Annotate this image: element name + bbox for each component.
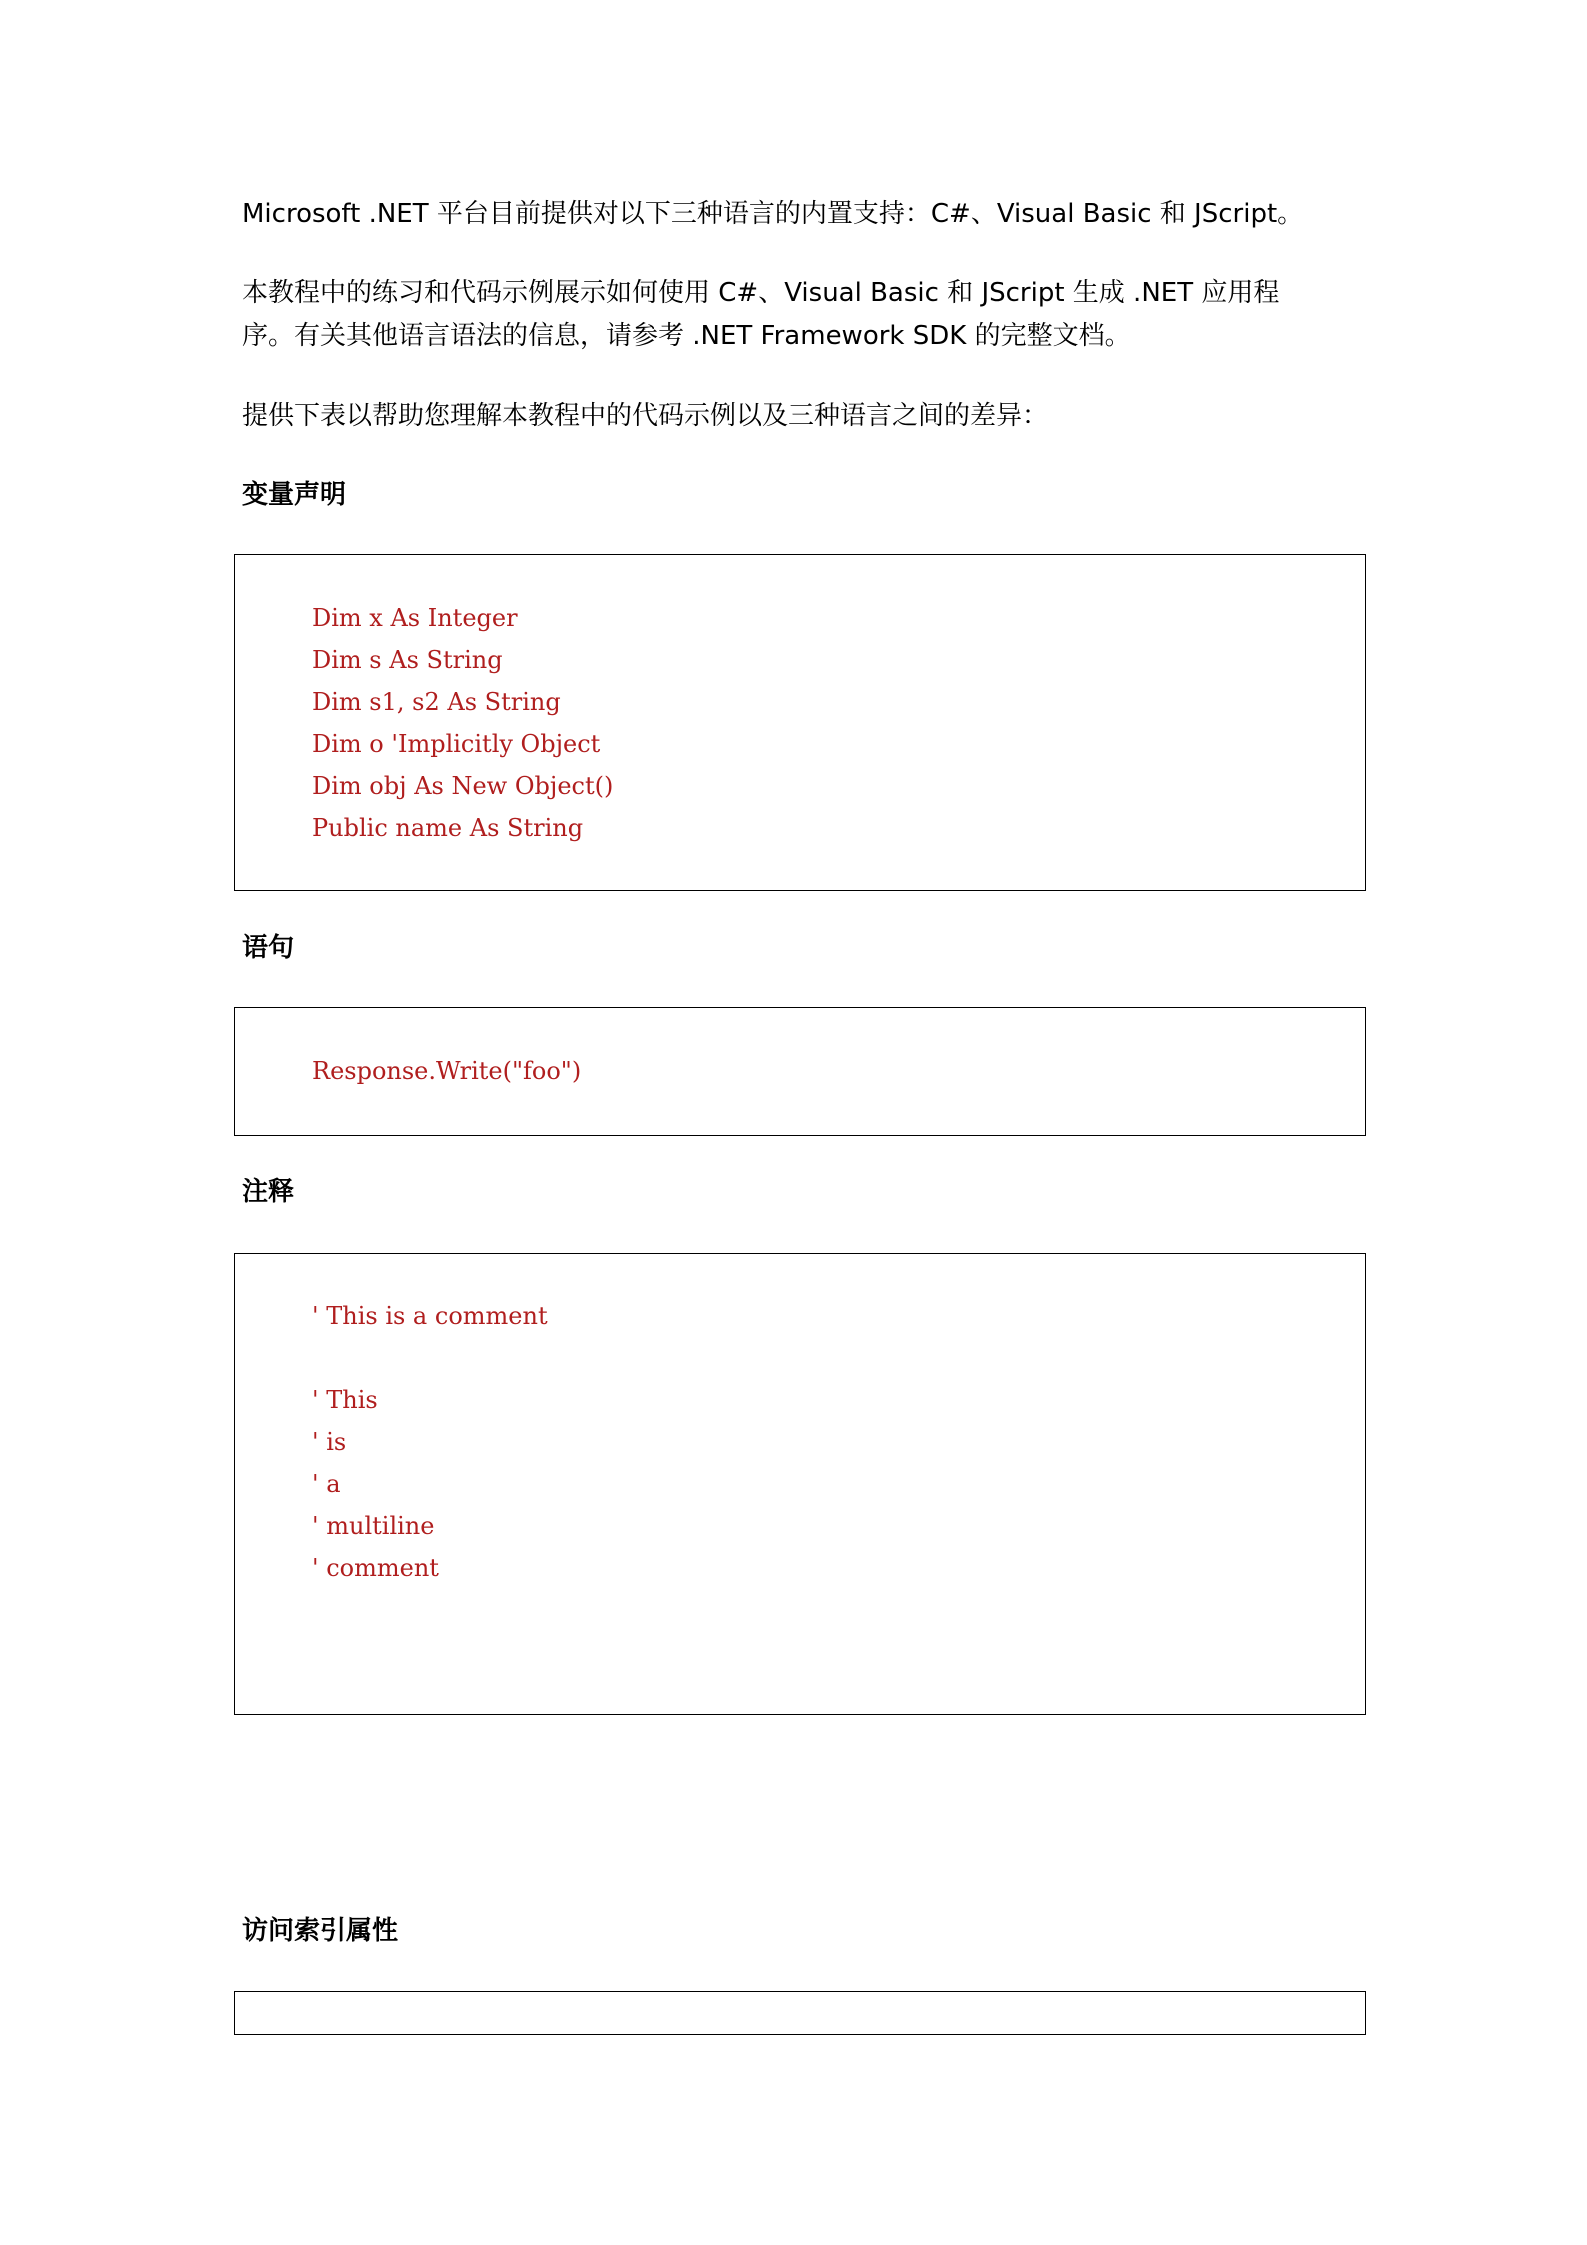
tutorial-paragraph-line1: 本教程中的练习和代码示例展示如何使用 C#、Visual Basic 和 JScript 生成 .NET 应用程 <box>242 278 1280 308</box>
code-line: Dim obj As New Object() <box>312 772 614 800</box>
code-line: ' is <box>312 1428 347 1456</box>
code-line: Dim s As String <box>312 646 503 674</box>
code-line: Response.Write("foo") <box>312 1057 582 1085</box>
code-line: ' comment <box>312 1554 439 1582</box>
code-line: Dim o 'Implicitly Object <box>312 730 601 758</box>
code-line: Dim x As Integer <box>312 604 518 632</box>
code-line: Dim s1, s2 As String <box>312 688 561 716</box>
code-line: Public name As String <box>312 814 584 842</box>
section-heading-comments: 注释 <box>242 1177 295 1207</box>
intro-paragraph: Microsoft .NET 平台目前提供对以下三种语言的内置支持：C#、Visual Basic 和 JScript。 <box>242 199 1304 229</box>
section-heading-variables: 变量声明 <box>242 480 347 510</box>
table-intro-paragraph: 提供下表以帮助您理解本教程中的代码示例以及三种语言之间的差异： <box>242 401 1049 431</box>
section-heading-indexed-properties: 访问索引属性 <box>242 1916 399 1946</box>
tutorial-paragraph-line2: 序。有关其他语言语法的信息，请参考 .NET Framework SDK 的完整文档。 <box>242 321 1131 351</box>
section-heading-statements: 语句 <box>242 933 295 963</box>
code-box-indexed-properties <box>234 1991 1366 2035</box>
code-line: ' This <box>312 1386 378 1414</box>
code-line: ' multiline <box>312 1512 435 1540</box>
code-line: ' a <box>312 1470 341 1498</box>
code-line: ' This is a comment <box>312 1302 548 1330</box>
